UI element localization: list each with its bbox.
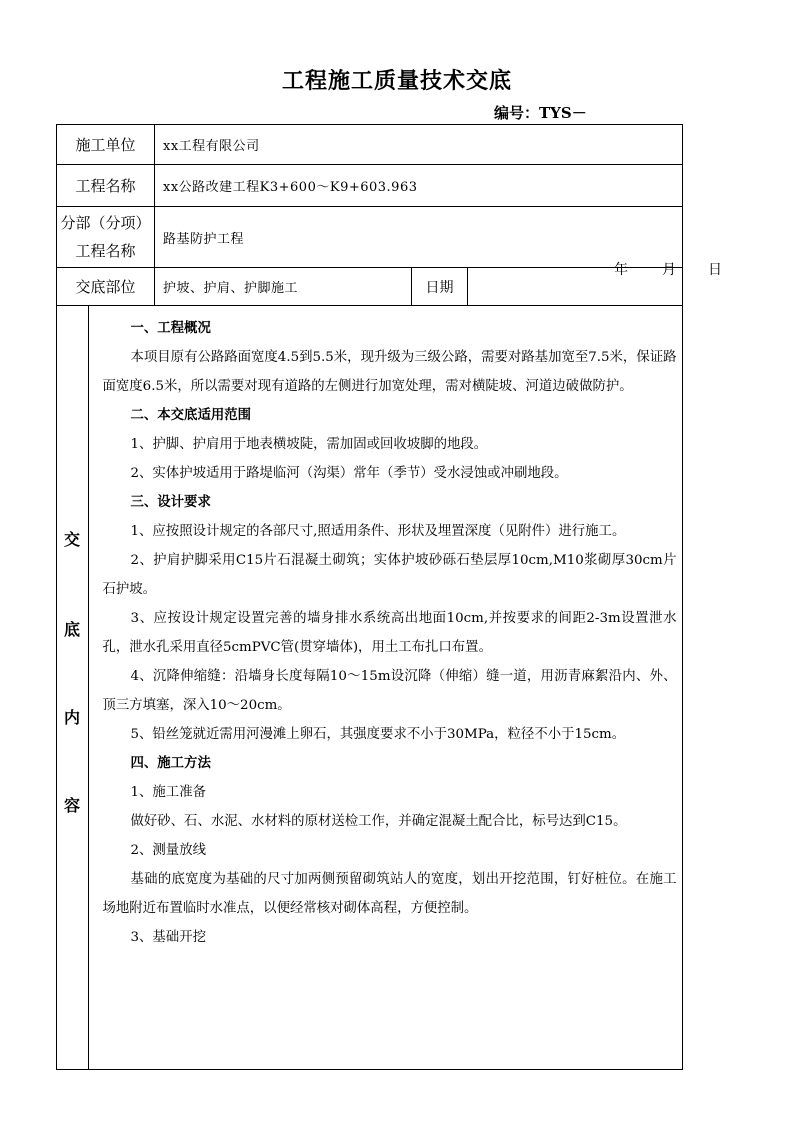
date-label: 日期 <box>412 268 468 306</box>
subproject-label <box>57 207 155 268</box>
side-label-char-1: 交 <box>63 530 80 549</box>
section-3-item-2: 2、护肩护脚采用C15片石混凝土砌筑；实体护坡砂砾石垫层厚10cm,M10浆砌厚30cm片石护坡。 <box>102 553 677 597</box>
subproject-label-line2: 工程名称 <box>75 242 136 260</box>
section-4-sub-1: 1、施工准备 <box>130 785 206 800</box>
section-2-item-2: 2、实体护坡适用于路堤临河（沟渠）常年（季节）受水浸蚀或冲刷地段。 <box>130 466 568 481</box>
row-project <box>57 165 683 207</box>
date-value <box>468 262 722 306</box>
unit-value: xx工程有限公司 <box>155 125 683 165</box>
part-value: 护坡、护肩、护脚施工 <box>155 268 412 306</box>
document-title: 工程施工质量技术交底 <box>281 68 512 94</box>
section-4-paragraph-2: 基础的底宽度为基础的尺寸加两侧预留砌筑站人的宽度，划出开挖范围，钉好桩位。在施工场地附近布置临时水准点，以便经常核对砌体高程，方便控制。 <box>102 872 677 916</box>
section-3-item-3: 3、应按设计规定设置完善的墙身排水系统高出地面10cm,并按要求的间距2-3m设置泄水孔，泄水孔采用直径5cmPVC管(贯穿墙体)，用土工布扎口布置。 <box>102 611 677 655</box>
subproject-value: 路基防护工程 <box>155 207 683 268</box>
side-column-divider <box>88 305 89 1069</box>
row-unit <box>57 125 683 165</box>
content-body <box>103 314 677 1060</box>
row-content <box>57 306 683 1070</box>
project-value: xx公路改建工程K3+600～K9+603.963 <box>155 165 683 207</box>
section-1-paragraph: 本项目原有公路路面宽度4.5到5.5米，现升级为三级公路，需要对路基加宽至7.5米，保证路面宽度6.5米，所以需要对现有道路的左侧进行加宽处理，需对横陡坡、河道边破做防护。 <box>102 350 677 394</box>
section-3-item-1: 1、应按照设计规定的各部尺寸,照适用条件、形状及埋置深度（见附件）进行施工。 <box>130 524 626 539</box>
project-label: 工程名称 <box>57 165 155 207</box>
unit-label: 施工单位 <box>57 125 155 165</box>
section-1-title: 一、工程概况 <box>130 321 211 336</box>
section-3-item-5: 5、铅丝笼就近需用河漫滩上卵石，其强度要求不小于30MPa，粒径不小于15cm。 <box>130 727 626 742</box>
side-label-char-2: 底 <box>63 620 80 639</box>
section-2-item-1: 1、护脚、护肩用于地表横坡陡，需加固或回收坡脚的地段。 <box>130 437 488 452</box>
serial-number: 编号：TYS－ <box>494 104 587 122</box>
subproject-label-line1: 分部（分项） <box>60 214 151 232</box>
section-4-title: 四、施工方法 <box>130 756 211 771</box>
part-label: 交底部位 <box>57 268 155 306</box>
row-part <box>57 268 683 306</box>
side-label-char-3: 内 <box>63 708 80 727</box>
section-2-title: 二、本交底适用范围 <box>130 408 252 423</box>
date-month: 月 <box>662 262 676 278</box>
section-4-paragraph-1: 做好砂、石、水泥、水材料的原材送检工作，并确定混凝土配合比，标号达到C15。 <box>130 814 627 829</box>
content-cell <box>102 306 683 1070</box>
section-4-sub-2: 2、测量放线 <box>130 843 206 858</box>
side-label-char-4: 容 <box>63 796 80 815</box>
section-4-sub-3: 3、基础开挖 <box>130 930 206 945</box>
section-3-title: 三、设计要求 <box>130 495 211 510</box>
row-subproject <box>57 207 683 268</box>
date-year: 年 <box>614 262 628 278</box>
section-3-item-4: 4、沉降伸缩缝：沿墙身长度每隔10～15m设沉降（伸缩）缝一道，用沥青麻絮沿内、外、顶三方填塞，深入10～20cm。 <box>102 669 677 713</box>
date-day: 日 <box>708 262 722 278</box>
disclosure-form <box>56 124 722 1070</box>
